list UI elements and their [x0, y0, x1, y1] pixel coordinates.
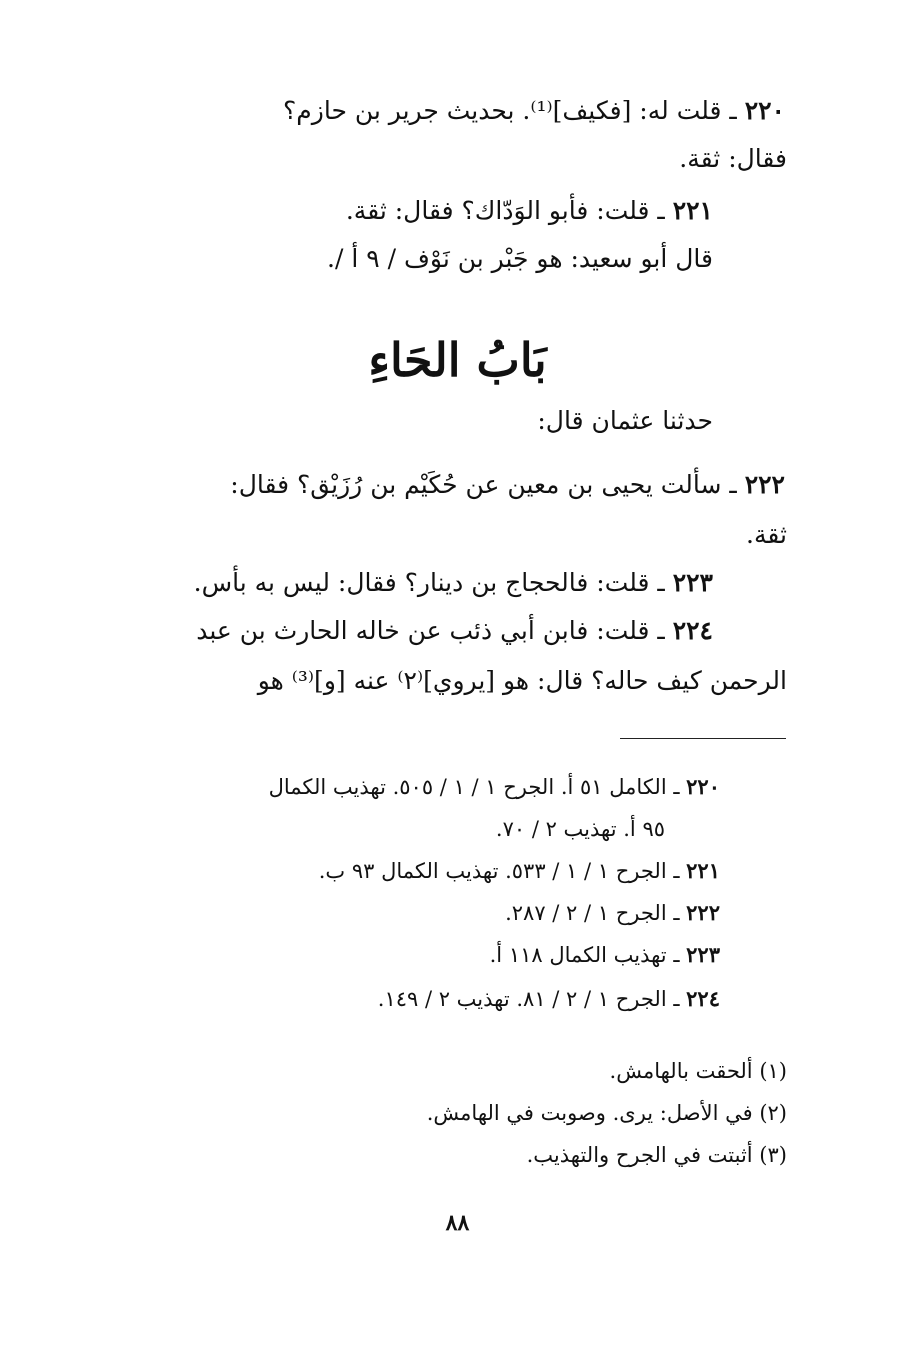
reference-224 — [378, 984, 720, 1014]
entry-text: فقال: ثقة. — [679, 144, 787, 173]
chapter-heading: بَابُ الحَاءِ — [368, 333, 547, 387]
entry-text: ـ قلت: فالحجاج بن دينار؟ فقال: ليس به بأس. — [193, 568, 673, 597]
chain-intro — [537, 404, 713, 438]
entry-text: قال أبو سعيد: هو جَبْر بن نَوْف / ٩ أ /. — [327, 244, 713, 273]
entry-224-line-2 — [258, 664, 787, 698]
reference-text: ـ الجرح ١ / ١ / ٥٣٣. تهذيب الكمال ٩٣ ب. — [318, 859, 687, 883]
reference-222 — [505, 898, 720, 928]
reference-text: ـ الكامل ٥١ أ. الجرح ١ / ١ / ٥٠٥. تهذيب الكمال — [268, 775, 687, 799]
entry-number: ٢٢١ — [672, 196, 713, 225]
reference-221 — [319, 856, 720, 886]
entry-221 — [346, 194, 713, 228]
entry-text: الرحمن كيف حاله؟ قال: هو [يروي]⁽٢⁾ عنه [و]⁽³⁾ هو — [257, 666, 787, 695]
entry-223 — [194, 566, 713, 600]
entry-number: ٢٢٣ — [672, 568, 713, 597]
reference-number: ٢٢٣ — [686, 942, 720, 967]
entry-text: ـ سألت يحيى بن معين عن حُكَيْم بن رُزَيْق؟ فقال: — [230, 470, 745, 499]
footnote-2: (٢) في الأصل: يرى. وصوبت في الهامش. — [426, 1101, 787, 1125]
page-number: ٨٨ — [445, 1210, 470, 1236]
entry-224-line-1 — [196, 614, 713, 648]
footnote-1: (١) ألحقت بالهامش. — [609, 1059, 787, 1083]
reference-220-line-1 — [269, 772, 720, 802]
reference-220-line-2 — [496, 814, 665, 844]
entry-text: حدثنا عثمان قال: — [537, 406, 713, 435]
reference-number: ٢٢٠ — [686, 774, 720, 799]
reference-223 — [490, 940, 720, 970]
reference-text: ـ تهذيب الكمال ١١٨ أ. — [489, 943, 687, 967]
entry-222-line-1 — [230, 468, 785, 502]
footnote-separator — [620, 738, 786, 739]
reference-text: ـ الجرح ١ / ٢ / ٨١. تهذيب ٢ / ١٤٩. — [377, 987, 687, 1011]
reference-number: ٢٢٤ — [686, 986, 720, 1011]
reference-number: ٢٢٢ — [686, 900, 720, 925]
entry-text: ـ قلت: فابن أبي ذئب عن خاله الحارث بن عبد — [196, 616, 673, 645]
reference-text: ـ الجرح ١ / ٢ / ٢٨٧. — [505, 901, 687, 925]
entry-number: ٢٢٢ — [744, 470, 785, 499]
footnote-3: (٣) أثبتت في الجرح والتهذيب. — [526, 1143, 787, 1167]
entry-text: ـ قلت: فأبو الوَدّاك؟ فقال: ثقة. — [345, 196, 673, 225]
entry-number: ٢٢٠ — [744, 96, 785, 125]
entry-221-note — [327, 242, 713, 276]
reference-text: ٩٥ أ. تهذيب ٢ / ٧٠. — [495, 817, 665, 841]
entry-220-line-2 — [679, 142, 787, 176]
entry-222-line-2 — [746, 518, 787, 552]
entry-text: ثقة. — [746, 520, 787, 549]
entry-number: ٢٢٤ — [672, 616, 713, 645]
entry-220-line-1 — [125, 94, 785, 128]
entry-text: ـ قلت له: [فكيف]⁽¹⁾. بحديث جرير بن حازم؟ — [283, 96, 745, 125]
reference-number: ٢٢١ — [686, 858, 720, 883]
